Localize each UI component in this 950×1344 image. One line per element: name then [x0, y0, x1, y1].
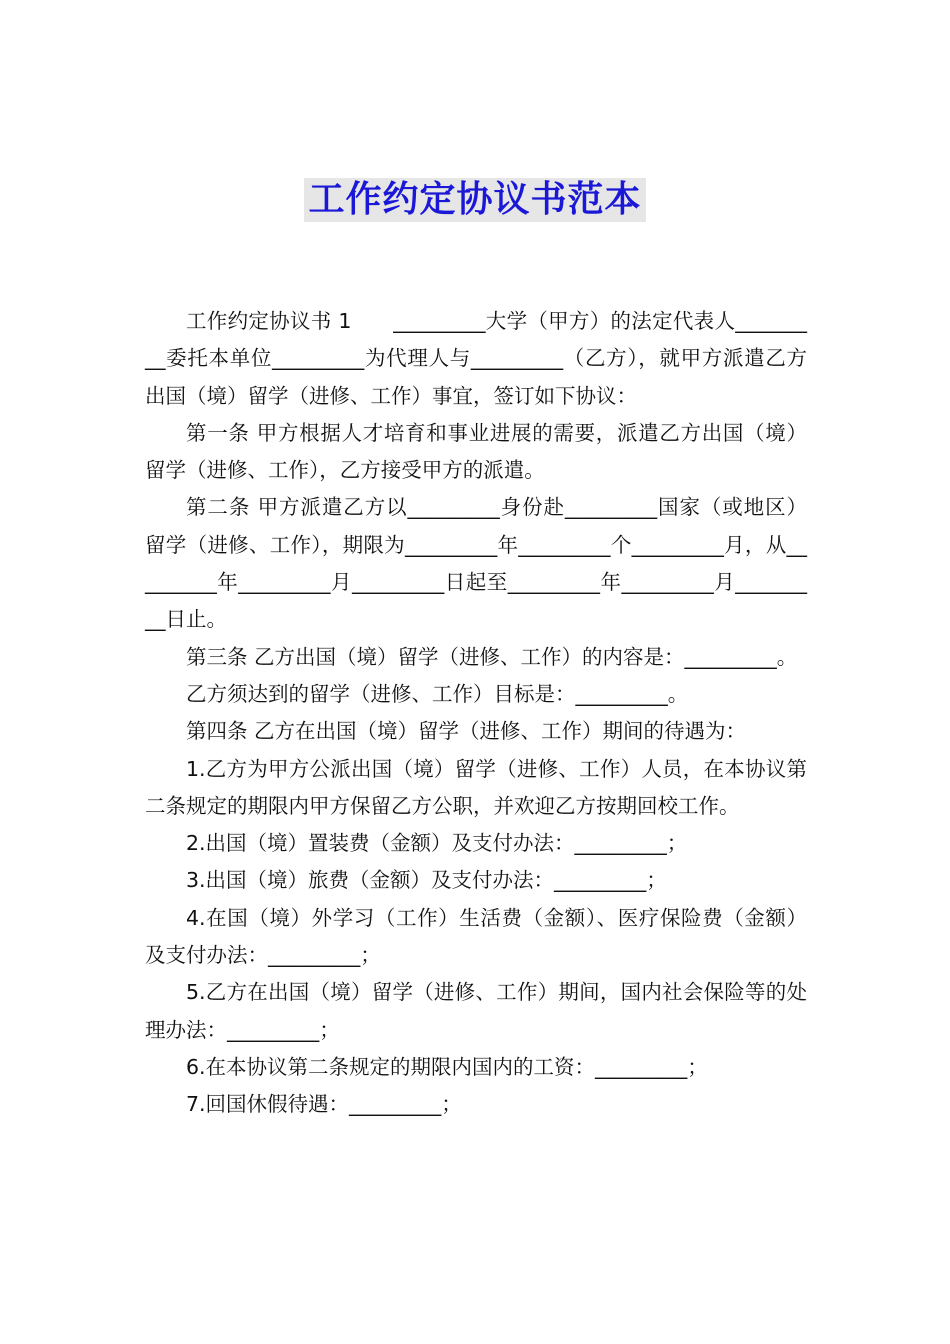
item-1-paragraph: 1.乙方为甲方公派出国（境）留学（进修、工作）人员，在本协议第二条规定的期限内甲方保留乙方公职，并欢迎乙方按期回校工作。 — [145, 756, 807, 818]
item-4-paragraph: 4.在国（境）外学习（工作）生活费（金额）、医疗保险费（金额）及支付办法：_________； — [145, 905, 807, 968]
article-2-paragraph: 第二条 甲方派遣乙方以_________身份赴_________国家（或地区）留学（进修、工作），期限为_________年_________个_________月，从_________年_________月_________日起至_________年_________月_________日止。 — [145, 495, 807, 632]
article-3-paragraph: 第三条 乙方出国（境）留学（进修、工作）的内容是：_________。 — [186, 644, 798, 669]
document-body — [145, 303, 807, 1124]
goal-paragraph: 乙方须达到的留学（进修、工作）目标是：_________。 — [186, 681, 689, 706]
article-1-paragraph: 第一条 甲方根据人才培育和事业进展的需要，派遣乙方出国（境）留学（进修、工作），乙方接受甲方的派遣。 — [145, 420, 807, 483]
item-6-paragraph: 6.在本协议第二条规定的期限内国内的工资：_________； — [186, 1054, 708, 1079]
item-3-paragraph: 3.出国（境）旅费（金额）及支付办法：_________； — [186, 868, 667, 893]
item-2-paragraph: 2.出国（境）置装费（金额）及支付办法：_________； — [186, 831, 688, 856]
item-7-paragraph: 7.回国休假待遇：_________； — [186, 1092, 462, 1117]
article-4-paragraph: 第四条 乙方在出国（境）留学（进修、工作）期间的待遇为： — [186, 719, 747, 744]
intro-paragraph: 工作约定协议书 1 _________大学（甲方）的法定代表人_________委托本单位_________为代理人与_________（乙方），就甲方派遣乙方出国（境）留学（进修、工作）事宜，签订如下协议： — [145, 309, 807, 408]
item-5-paragraph: 5.乙方在出国（境）留学（进修、工作）期间，国内社会保险等的处理办法：_________； — [145, 980, 807, 1042]
document-title: 工作约定协议书范本 — [304, 178, 645, 222]
title-container — [0, 178, 950, 222]
